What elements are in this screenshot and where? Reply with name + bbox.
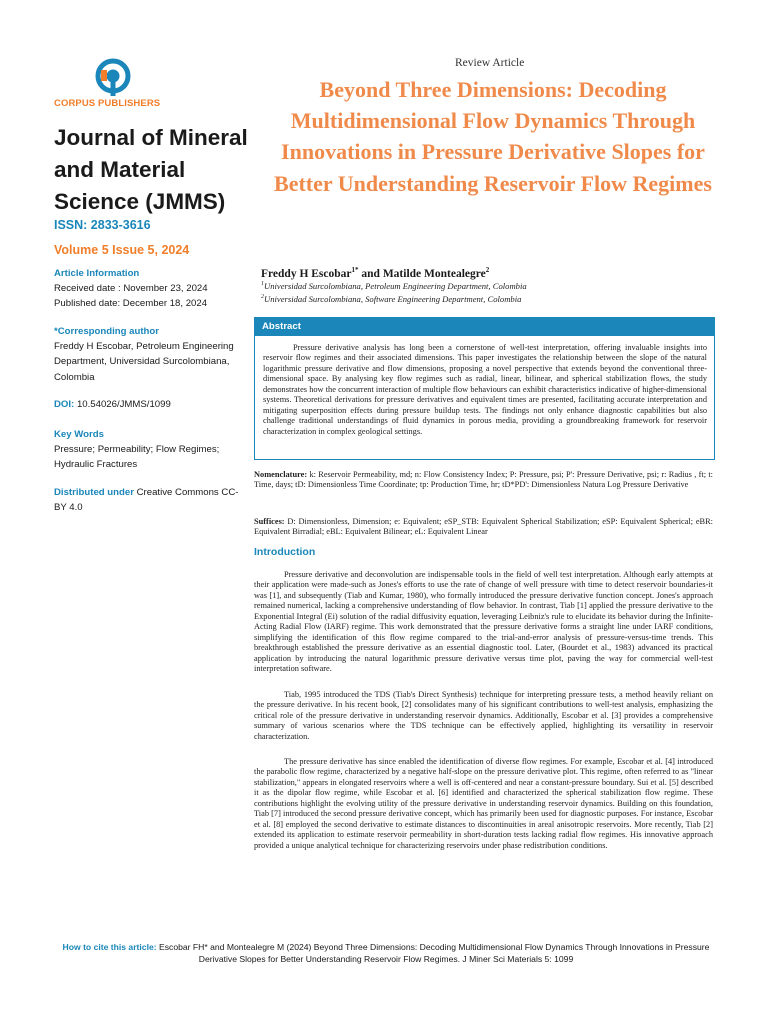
author-name[interactable]: Freddy H Escobar — [261, 267, 352, 280]
affiliation-superscript: 1 — [261, 281, 264, 288]
citation-footer — [56, 941, 716, 965]
keywords-section — [54, 427, 244, 473]
intro-paragraph-2: Tiab, 1995 introduced the TDS (Tiab's Direct Synthesis) technique for interpreting pressure tests, a method heavily reliant on the pressure derivative. In his recent book, [2] consolidates many of his significant contributions to well-test analysis, emphasizing the critical role of the pressure derivative in understanding reservoir dynamics. Additionally, Escobar et al. [3] provides a comprehensive summary of various scenarios where the TDS technique can be effectively applied, highlighting its versatility in reservoir characterization. — [254, 690, 713, 741]
corresponding-author-text: Freddy H Escobar, Petroleum Engineering Department, Universidad Surcolombiana, Colombia — [54, 341, 234, 383]
suffices-text: D: Dimensionless, Dimension; e: Equivalent; eSP_STB: Equivalent Spherical Stabilization; eSP: Equivalent Spherical; eBR: Equivalent Birradial; eBL: Equivalent Bilinear; eL: Equivalent Linear — [254, 517, 713, 537]
article-type: Review Article — [455, 57, 525, 69]
author-name[interactable]: Matilde Montealegre — [382, 267, 486, 280]
suffices-label: Suffices: — [254, 517, 285, 526]
license-line — [54, 485, 244, 515]
keywords-text: Pressure; Permeability; Flow Regimes; Hydraulic Fractures — [54, 444, 220, 471]
journal-volume-issue: Volume 5 Issue 5, 2024 — [54, 243, 190, 257]
article-info-heading: Article Information — [54, 268, 140, 279]
intro-paragraph-1: Pressure derivative and deconvolution are indispensable tools in the field of well test interpretation. Although early attempts at their application were made-such as Jones's efforts to use the rate of change of well pressure with time to detect reservoir boundaries-it was [1], and subsequently (Tiab and Kumar, 1980), who formally introduced the pressure derivative function concept. Jones's approach remained numerical, lacking a comprehensive understanding of flow behavior. In contrast, Tiab [1] applied the pressure derivative to the Exponential Integral (Ei) solution of the radial diffusivity equation, leveraging Leibniz's rule to elucidate its behavior during the Infinite-Acting Radial Flow (IARF) regime. This work demonstrated that the pressure derivative forms a straight line under IARF conditions, simplifying the identification of this flow regime compared to the trial-and-error analysis of pressure-versus-time trends. This breakthrough established the pressure derivative as an essential diagnostic tool. Later, (Bourdet et al., 1983) advanced its practical application by introducing the natural logarithmic pressure derivative versus time plot, paving the way for commercial well-test interpretation software. — [254, 570, 713, 674]
doi-value[interactable]: 10.54026/JMMS/1099 — [76, 399, 171, 410]
nomenclature-text: k: Reservoir Permeability, md; n: Flow Consistency Index; P: Pressure, psi; P': Pressure Derivative, psi; r: Radius , ft; t: Time, days; tD: Dimensionless Time Coordinate; tp: Production Time, hr; tD*PD': Dimensionless Natura Log Pressure Derivative — [254, 470, 713, 490]
article-title: Beyond Three Dimensions: Decoding Multidimensional Flow Dynamics Through Innovations in Pressure Derivative Slopes for Better Understanding Reservoir Flow Regimes — [274, 77, 712, 196]
keywords-heading: Key Words — [54, 429, 104, 440]
license-value[interactable]: Creative Commons CC-BY 4.0 — [54, 487, 239, 514]
author-superscript: 1* — [351, 266, 359, 274]
published-date: Published date: December 18, 2024 — [54, 298, 208, 310]
nomenclature-paragraph — [254, 470, 713, 491]
article-info-section — [54, 266, 244, 312]
suffices-paragraph — [254, 517, 713, 538]
affiliation-text: Universidad Surcolombiana, Software Engineering Department, Colombia — [264, 294, 522, 304]
affiliation-text: Universidad Surcolombiana, Petroleum Engineering Department, Colombia — [264, 281, 527, 291]
intro-paragraph-3: The pressure derivative has since enabled the identification of diverse flow regimes. For example, Escobar et al. [4] introduced the parabolic flow regime, characterized by a negative half-slope on the pressure derivative plot. This regime, often referred to as "linear stabilization," appears in elongated reservoirs where a well is off-centered and near a constant-pressure boundary. Sui et al. [5] described it as the dipolar flow regime, while Escobar et al. [6] identified and characterized the spherical stabilization flow regime. These contributions highlight the evolving utility of the pressure derivative in understanding reservoir dynamics. Building on this foundation, Tiab [7] introduced the second pressure derivative concept, which has primarily been used for diagnostic purposes. For instance, Escobar et al. [8] employed the second derivative to estimate distances to discontinuities in areal anisotropic reservoirs. More recently, Tiab [2] extended its application to estimate reservoir permeability in short-duration tests lacking radial flow regimes. His innovative approach provided a unique analytical technique for characterizing reservoirs under phase redistribution conditions. — [254, 757, 713, 850]
corresponding-author-section — [54, 324, 244, 385]
abstract-box — [254, 317, 715, 460]
corresponding-author-heading: *Corresponding author — [54, 326, 159, 337]
introduction-heading: Introduction — [254, 546, 316, 558]
doi-label: DOI: — [54, 399, 75, 410]
author-joiner: and — [358, 267, 383, 280]
journal-name: Journal of Mineral and Material Science (JMMS) — [54, 125, 248, 214]
journal-issn: ISSN: 2833-3616 — [54, 218, 151, 232]
affiliation-2 — [261, 294, 521, 304]
nomenclature-label: Nomenclature: — [254, 470, 308, 479]
author-line — [261, 266, 489, 280]
license-label: Distributed under — [54, 487, 134, 498]
affiliation-1 — [261, 281, 527, 291]
citation-label: How to cite this article: — [62, 942, 157, 952]
abstract-heading: Abstract — [255, 318, 714, 336]
doi-line[interactable] — [54, 397, 244, 412]
publisher-name: CORPUS PUBLISHERS — [54, 98, 161, 109]
affiliation-superscript: 2 — [261, 294, 264, 301]
citation-text: Escobar FH* and Montealegre M (2024) Beyond Three Dimensions: Decoding Multidimensional Flow Dynamics Through Innovations in Pressure Derivative Slopes for Better Understanding Reservoir Flow Regimes. J Miner Sci Materials 5: 1099 — [159, 942, 710, 965]
received-date: Received date : November 23, 2024 — [54, 283, 208, 295]
abstract-text: Pressure derivative analysis has long been a cornerstone of well-test interpretation, offering invaluable insights into reservoir flow regimes and their associated dimensions. This paper investigates the relationship between the slope of the natural logarithmic pressure derivative and flow dimensions, proposing a novel perspective that extends beyond the conventional three-dimensional space. By analysing key flow regimes such as radial, linear, bilinear, and spherical stabilization flows, the study demonstrates how the concurrent interaction of multiple flow behaviours can exhibit characteristics indicative of higher-dimensional systems. Theoretical derivations for pressure derivatives and equivalent times are presented, facilitating accurate interpretation and mitigating superposition effects during pressure buildup tests. The findings not only enhance diagnostic capabilities but also challenge traditional understandings of fluid dynamics in porous media, providing a groundbreaking framework for reservoir characterization in complex geological settings. — [263, 343, 707, 436]
author-superscript: 2 — [485, 266, 490, 274]
